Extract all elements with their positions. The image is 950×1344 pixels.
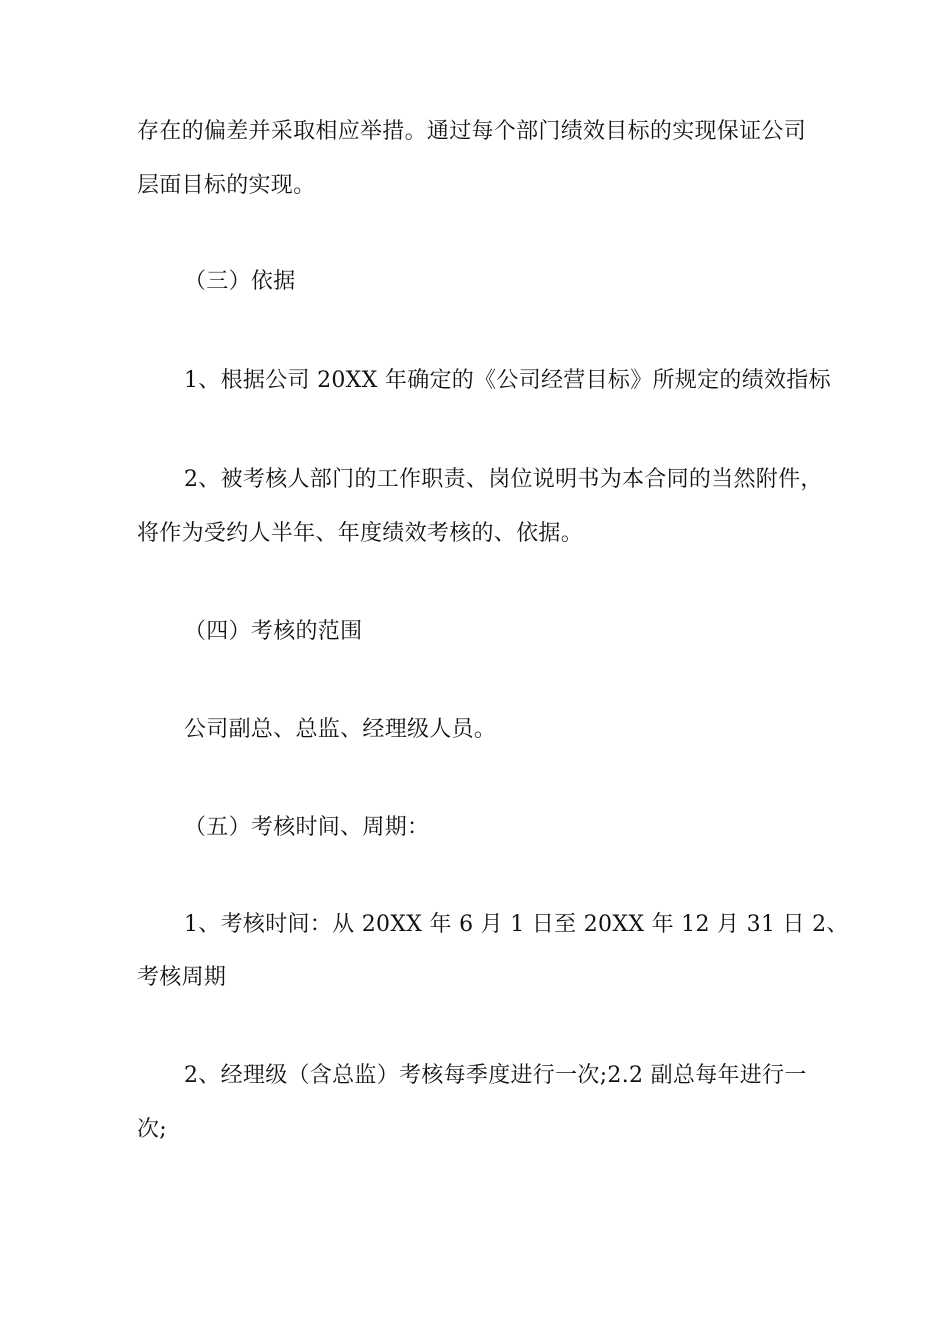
section-heading-period: （五）考核时间、周期： bbox=[184, 815, 430, 840]
paragraph-basis-1: 1、根据公司 20XX 年确定的《公司经营目标》所规定的绩效指标 bbox=[184, 368, 831, 393]
paragraph-1-line-2: 层面目标的实现。 bbox=[137, 173, 316, 198]
section-heading-scope: （四）考核的范围 bbox=[184, 619, 363, 644]
section-heading-basis: （三）依据 bbox=[184, 269, 296, 294]
paragraph-1-line-1: 存在的偏差并采取相应举措。通过每个部门绩效目标的实现保证公司 bbox=[137, 119, 807, 144]
paragraph-period-1-line-1: 1、考核时间：从 20XX 年 6 月 1 日至 20XX 年 12 月 31 日 2、 bbox=[184, 912, 849, 937]
paragraph-period-2-line-1: 2、经理级（含总监）考核每季度进行一次;2.2 副总每年进行一 bbox=[184, 1063, 807, 1088]
paragraph-scope: 公司副总、总监、经理级人员。 bbox=[184, 717, 497, 742]
paragraph-basis-2-line-2: 将作为受约人半年、年度绩效考核的、依据。 bbox=[137, 521, 584, 546]
paragraph-period-2-line-2: 次; bbox=[137, 1117, 168, 1142]
paragraph-period-1-line-2: 考核周期 bbox=[137, 965, 227, 990]
paragraph-basis-2-line-1: 2、被考核人部门的工作职责、岗位说明书为本合同的当然附件， bbox=[184, 467, 823, 492]
